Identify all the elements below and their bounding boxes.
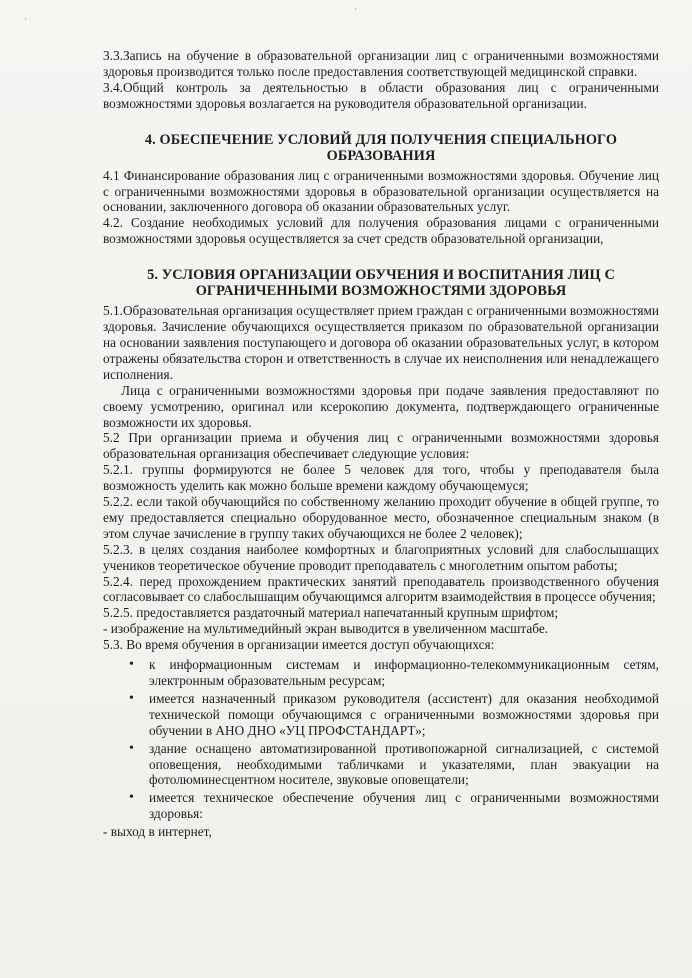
paragraph-internet: - выход в интернет, [103, 824, 212, 840]
paragraph-5-2-1: 5.2.1. группы формируются не более 5 человек для того, чтобы у преподавателя была возможность уделить как можно больше времени каждому обучающемуся; [103, 462, 659, 494]
paragraph-5-2-5: 5.2.5. предоставляется раздаточный материал напечатанный крупным шрифтом; [103, 605, 559, 621]
list-item: • здание оснащено автоматизированной противопожарной сигнализацией, с системой оповещения, необходимыми табличками и указателями, план эвакуации на фотолюминесцентном носителе, звуковые оповещатели; [149, 741, 659, 789]
paragraph-5-3: 5.3. Во время обучения в организации имеется доступ обучающихся: [103, 637, 495, 653]
paragraph-3-4: 3.4.Общий контроль за деятельностью в области образования лиц с ограниченными возможностями здоровья возлагается на руководителя образовательной организации. [103, 79, 659, 111]
list-item: • имеется техническое обеспечение обучения лиц с ограниченными возможностями здоровья: [149, 790, 659, 822]
list-item: • имеется назначенный приказом руководителя (ассистент) для оказания необходимой технической помощи обучающимся с ограниченными возможностями здоровья при обучении в АНО ДНО «УЦ ПРОФСТАНДАРТ»; [149, 691, 659, 739]
scan-mark: · [24, 14, 27, 24]
paragraph-4-1: 4.1 Финансирование образования лиц с ограниченными возможностями здоровья. Обучение лиц с ограниченными возможностями здоровья в образовательной организации осуществляется на основании, заключенного договора об оказании образовательных услуг. [103, 167, 659, 215]
paragraph-4-2: 4.2. Создание необходимых условий для получения образования лицами с ограниченными возможностями здоровья осуществляется за счет средств образовательной организации, [103, 215, 659, 247]
paragraph-3-3: 3.3.Запись на обучение в образовательной организации лиц с ограниченными возможностями здоровья производится только после предоставления соответствующей медицинской справки. [103, 48, 659, 79]
paragraph-5-1: 5.1.Образовательная организация осуществляет прием граждан с ограниченными возможностями здоровья. Зачисление обучающихся осуществляется приказом по образовательной организации на основании заявления поступающего и договора об оказании образовательных услуг, в котором отражены обязательства сторон и ответственность в случае их неисполнения или ненадлежащего исполнения. [103, 303, 659, 382]
paragraph-5-2-3: 5.2.3. в целях создания наиболее комфортных и благоприятных условий для слабослышащих учеников теоретическое обучение проводит преподаватель с многолетним опытом работы; [103, 541, 659, 573]
list-item: • к информационным системам и информационно-телекоммуникационным сетям, электронным образовательным ресурсам; [149, 657, 659, 689]
scan-mark: · [354, 4, 357, 14]
paragraph-5-2-5-b: - изображение на мультимедийный экран выводится в увеличенном масштабе. [103, 621, 549, 637]
section-5-heading: 5. УСЛОВИЯ ОРГАНИЗАЦИИ ОБУЧЕНИЯ И ВОСПИТАНИЯ ЛИЦ С ОГРАНИЧЕННЫМИ ВОЗМОЖНОСТЯМИ ЗДОРОВЬЯ [147, 267, 615, 300]
document-body [103, 48, 659, 840]
paragraph-5-2: 5.2 При организации приема и обучения лиц с ограниченными возможностями здоровья образовательная организация обеспечивает следующие условия: [103, 430, 659, 462]
access-list [103, 657, 659, 822]
paragraph-5-1-b: Лица с ограниченными возможностями здоровья при подаче заявления предоставляют по своему усмотрению, оригинал или ксерокопию документа, подтверждающего ограниченные возможности их здоровья. [103, 382, 659, 430]
paragraph-5-2-2: 5.2.2. если такой обучающийся по собственному желанию проходит обучение в общей группе, то ему предоставляется специально оборудованное место, обозначенное специальным знаком (в этом случае зачисление в группу таких обучающихся не более 2 человек); [103, 494, 659, 541]
paragraph-5-2-4: 5.2.4. перед прохождением практических занятий преподаватель производственного обучения согласовывает со слабослышащим обучающимся алгоритм взаимодействия в процессе обучения; [103, 573, 659, 605]
section-4-heading: 4. ОБЕСПЕЧЕНИЕ УСЛОВИЙ ДЛЯ ПОЛУЧЕНИЯ СПЕЦИАЛЬНОГО ОБРАЗОВАНИЯ [144, 131, 618, 164]
